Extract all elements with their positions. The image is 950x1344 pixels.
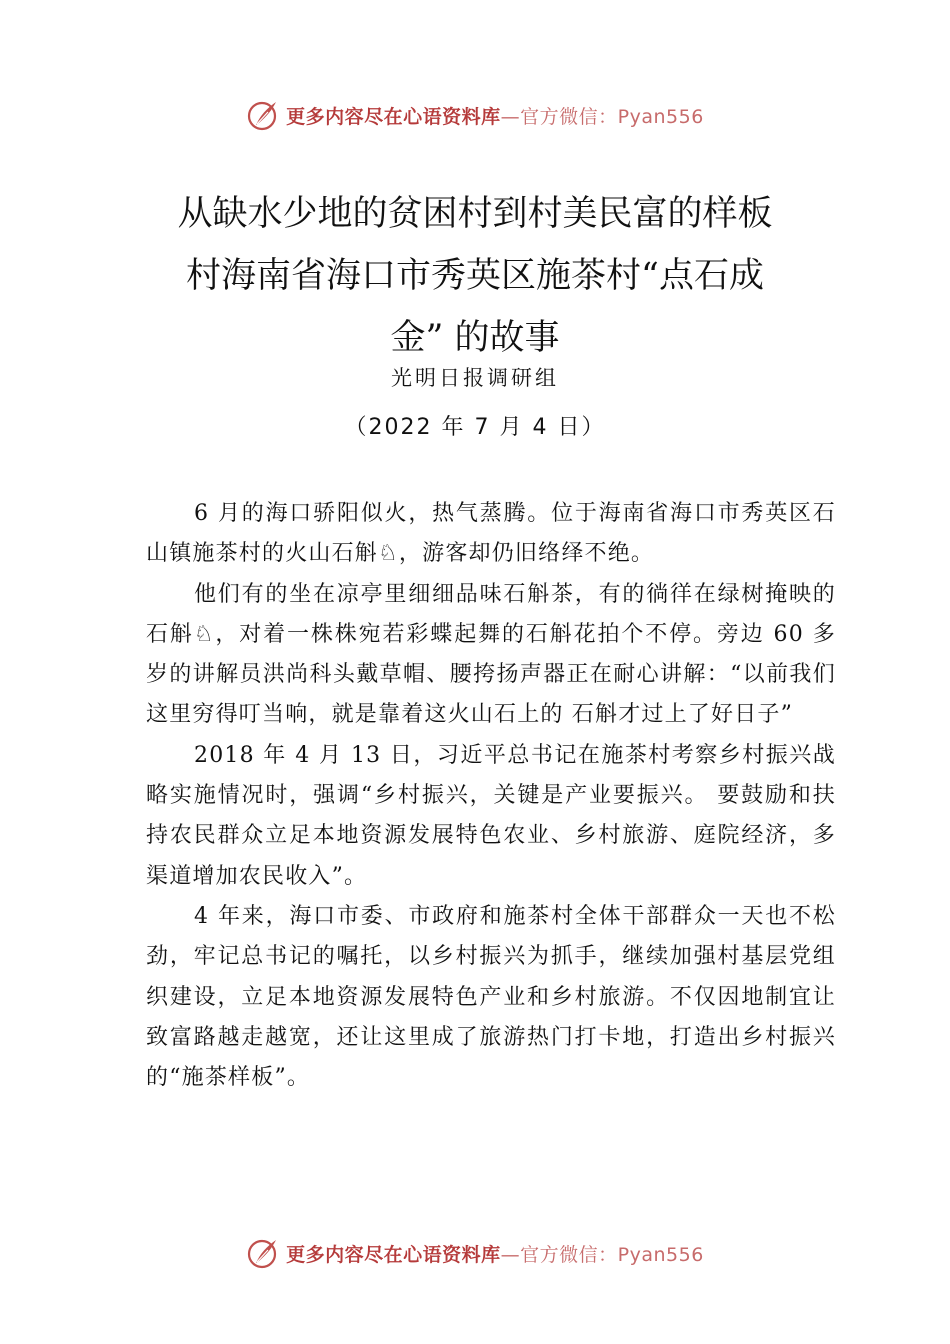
quill-pen-logo-icon [246, 98, 280, 132]
body-paragraph: 4 年来，海口市委、市政府和施茶村全体干部群众一天也不松劲，牢记总书记的嘱托，以乡村振兴为抓手，继续加强村基层党组织建设，立足本地资源发展特色产业和乡村旅游。不仅因地制宜让致富路越走越宽，还让这里成了旅游热门打卡地，打造出乡村振兴的“施茶样板”。 [146, 903, 836, 1091]
body-paragraph: 他们有的坐在凉亭里细细品味石斛茶，有的徜徉在绿树掩映的石斛♘，对着一株株宛若彩蝶起舞的石斛花拍个不停。旁边 60 多岁的讲解员洪尚科头戴草帽、腰挎扬声器正在耐心讲解：“以前我们这里穷得叮当响，就是靠着这火山石上的 石斛才过上了好日子” [146, 581, 836, 728]
article-title [150, 183, 800, 369]
publish-date: （2022 年 7 月 4 日） [344, 415, 606, 440]
footer-banner [0, 1233, 950, 1273]
title-line-2: 村海南省海口市秀英区施茶村“点石成 [186, 256, 764, 296]
footer-banner-wechat: —官方微信：Pyan556 [500, 1243, 704, 1266]
article-body [146, 494, 836, 1098]
header-banner [0, 95, 950, 135]
body-paragraph: 2018 年 4 月 13 日，习近平总书记在施茶村考察乡村振兴战略实施情况时，强调“乡村振兴，关键是产业要振兴。 要鼓励和扶持农民群众立足本地资源发展特色农业、乡村旅游、庭院经济，多渠道增加农民收入”。 [146, 742, 836, 889]
body-paragraph: 6 月的海口骄阳似火，热气蒸腾。位于海南省海口市秀英区石山镇施茶村的火山石斛♘，游客却仍旧络绎不绝。 [146, 501, 836, 567]
footer-banner-text [286, 1240, 704, 1267]
header-banner-text [286, 102, 704, 129]
footer-banner-lead: 更多内容尽在心语资料库 [286, 1243, 501, 1266]
header-banner-wechat: —官方微信：Pyan556 [500, 105, 704, 128]
title-line-3: 金” 的故事 [390, 318, 560, 358]
quill-pen-logo-icon [246, 1236, 280, 1270]
title-line-1: 从缺水少地的贫困村到村美民富的样板 [177, 194, 773, 234]
author-byline: 光明日报调研组 [391, 366, 559, 390]
header-banner-lead: 更多内容尽在心语资料库 [286, 105, 501, 128]
